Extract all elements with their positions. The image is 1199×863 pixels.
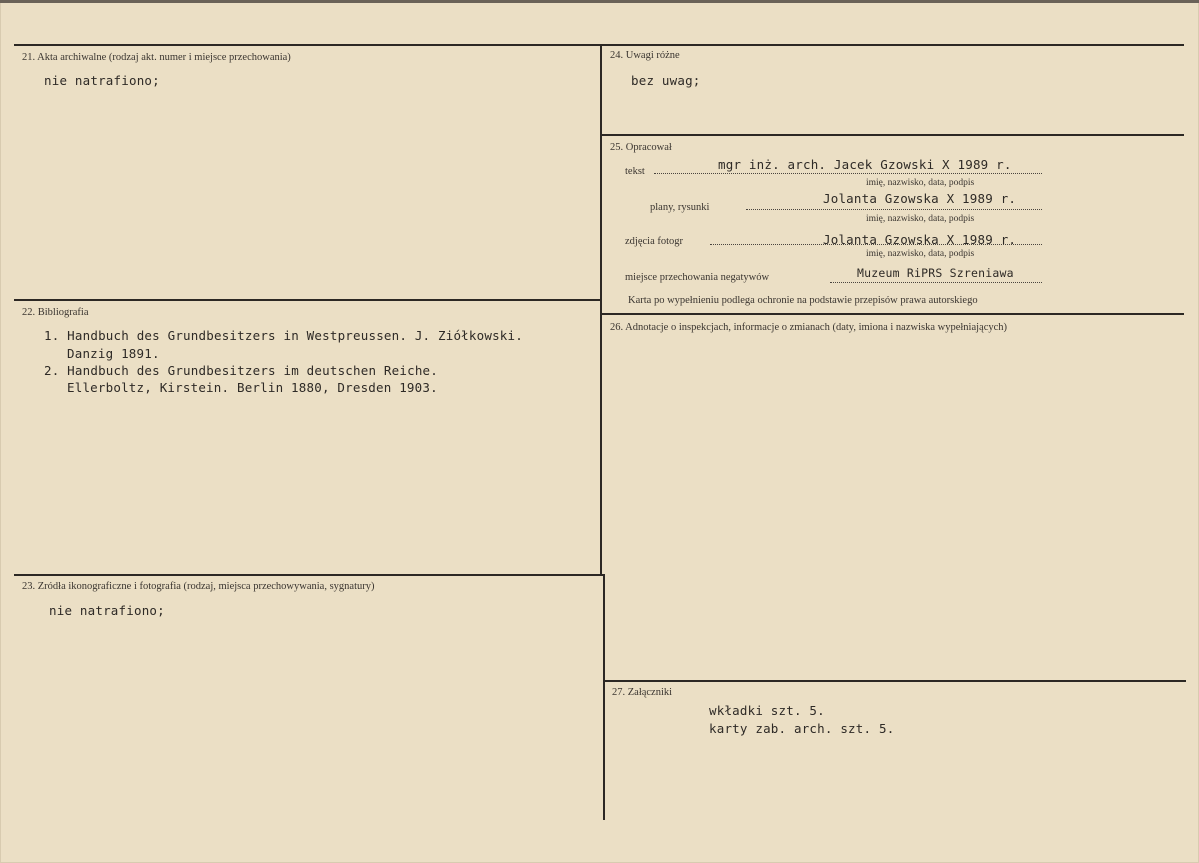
zdjecia-value: Jolanta Gzowska X 1989 r.	[823, 232, 1017, 247]
section-21-value: nie natrafiono;	[44, 73, 160, 88]
bibliography-line-2: Danzig 1891.	[67, 346, 160, 361]
divider-26-27	[604, 680, 1186, 682]
divider-22-23	[14, 574, 605, 576]
section-23-value: nie natrafiono;	[49, 603, 165, 618]
negatywy-label: miejsce przechowania negatywów	[625, 272, 770, 283]
negatywy-value: Muzeum RiPRS Szreniawa	[857, 266, 1014, 280]
section-24-value: bez uwag;	[631, 73, 701, 88]
divider-25-26	[602, 313, 1184, 315]
attachments-line-2: karty zab. arch. szt. 5.	[709, 721, 895, 736]
divider-vertical-lower	[603, 575, 605, 820]
plany-caption: imię, nazwisko, data, podpis	[866, 214, 975, 224]
card-top-edge	[0, 0, 1199, 3]
section-23-label: 23. Zródła ikonograficzne i fotografia (rodzaj, miejsca przechowywania, sygnatury)	[22, 581, 375, 592]
section-22-label: 22. Bibliografia	[22, 307, 89, 318]
section-26-label: 26. Adnotacje o inspekcjach, informacje o zmianach (daty, imiona i nazwiska wypełniających)	[610, 322, 1008, 333]
zdjecia-caption: imię, nazwisko, data, podpis	[866, 249, 975, 259]
tekst-dotted-line	[654, 173, 1042, 174]
section-25-label: 25. Opracował	[610, 142, 672, 153]
tekst-caption: imię, nazwisko, data, podpis	[866, 178, 975, 188]
negatywy-dotted-line	[830, 282, 1042, 283]
plany-value: Jolanta Gzowska X 1989 r.	[823, 191, 1017, 206]
plany-dotted-line	[746, 209, 1042, 210]
divider-top	[14, 44, 1184, 46]
divider-vertical-left	[600, 44, 602, 575]
divider-21-22	[14, 299, 602, 301]
tekst-value: mgr inż. arch. Jacek Gzowski X 1989 r.	[718, 157, 1012, 172]
section-21-label: 21. Akta archiwalne (rodzaj akt. numer i miejsce przechowania)	[22, 52, 291, 63]
zdjecia-label: zdjęcia fotogr	[625, 236, 684, 247]
attachments-line-1: wkładki szt. 5.	[709, 703, 825, 718]
tekst-label: tekst	[625, 166, 645, 177]
copyright-notice: Karta po wypełnieniu podlega ochronie na podstawie przepisów prawa autorskiego	[628, 295, 978, 306]
bibliography-line-4: Ellerboltz, Kirstein. Berlin 1880, Dresden 1903.	[67, 380, 438, 395]
plany-label: plany, rysunki	[650, 202, 710, 213]
section-24-label: 24. Uwagi różne	[610, 50, 680, 61]
bibliography-line-3: 2. Handbuch des Grundbesitzers im deutschen Reiche.	[44, 363, 439, 378]
bibliography-line-1: 1. Handbuch des Grundbesitzers in Westpreussen. J. Ziółkowski.	[44, 328, 523, 343]
section-27-label: 27. Załączniki	[612, 687, 673, 698]
divider-24-25	[602, 134, 1184, 136]
